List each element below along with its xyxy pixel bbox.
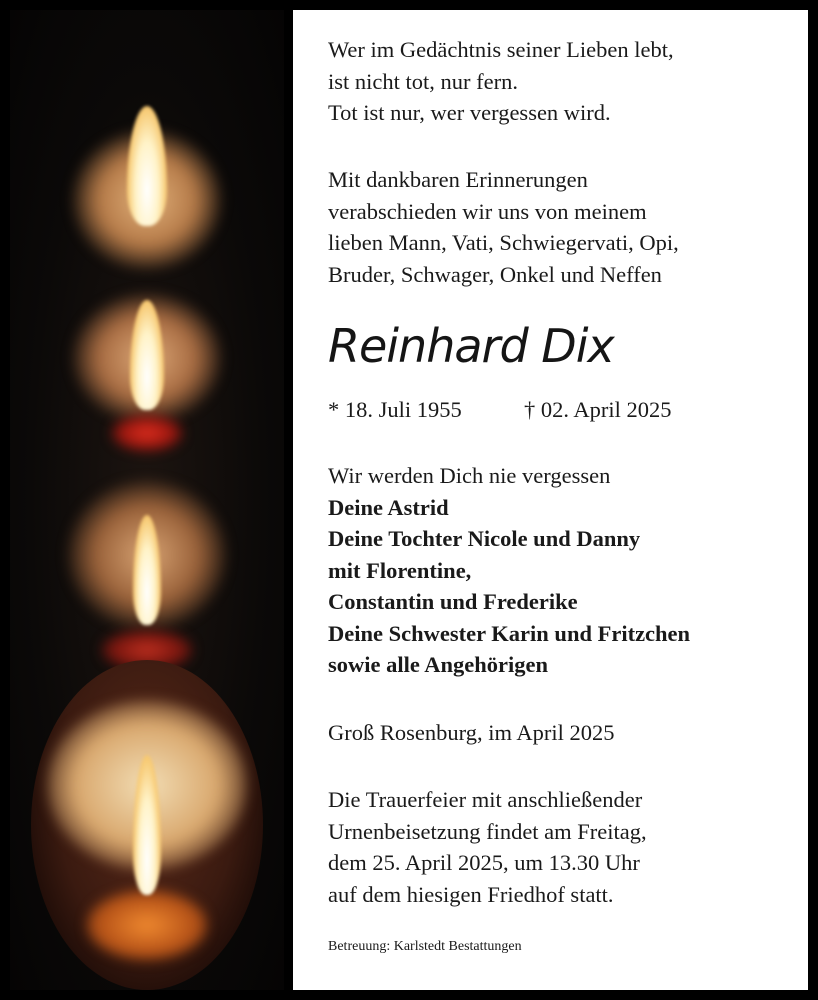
- intro-line-3: lieben Mann, Vati, Schwiegervati, Opi,: [328, 230, 679, 255]
- mourner-line: Deine Astrid: [328, 494, 449, 520]
- poem-line-1: Wer im Gedächtnis seiner Lieben lebt,: [328, 37, 674, 62]
- birth-date: * 18. Juli 1955: [328, 397, 462, 422]
- ceremony-line-1: Die Trauerfeier mit anschließender: [328, 787, 643, 812]
- ceremony-line-3: dem 25. April 2025, um 13.30 Uhr: [328, 850, 640, 875]
- mourner-line: Deine Schwester Karin und Fritzchen: [328, 620, 691, 646]
- mourner-line: Constantin und Frederike: [328, 589, 578, 614]
- place-date: Groß Rosenburg, im April 2025: [328, 720, 615, 745]
- intro-line-1: Mit dankbaren Erinnerungen: [328, 167, 588, 192]
- ceremony-line-4: auf dem hiesigen Friedhof statt.: [328, 881, 614, 907]
- ceremony-line-2: Urnenbeisetzung findet am Freitag,: [328, 818, 647, 844]
- obituary-panel: [293, 10, 808, 990]
- deceased-name: Reinhard Dix: [328, 319, 614, 373]
- funeral-home-credit: Betreuung: Karlstedt Bestattungen: [328, 939, 522, 954]
- poem-line-2: ist nicht tot, nur fern.: [328, 68, 518, 94]
- poem-line-3: Tot ist nur, wer vergessen wird.: [328, 100, 611, 125]
- intro-line-4: Bruder, Schwager, Onkel und Neffen: [328, 261, 662, 287]
- mourner-line: Deine Tochter Nicole und Danny: [328, 526, 641, 551]
- candle-glow-orange: [87, 890, 207, 960]
- mourners-intro: Wir werden Dich nie vergessen: [328, 463, 611, 488]
- candles-photo: [10, 10, 284, 990]
- candle-flame-icon: [127, 106, 167, 226]
- intro-line-2: verabschieden wir uns von meinem: [328, 198, 647, 224]
- mourner-line: sowie alle Angehörigen: [328, 652, 548, 677]
- death-date: † 02. April 2025: [524, 397, 672, 422]
- candle-glow-red: [112, 415, 182, 451]
- mourner-line: mit Florentine,: [328, 557, 472, 583]
